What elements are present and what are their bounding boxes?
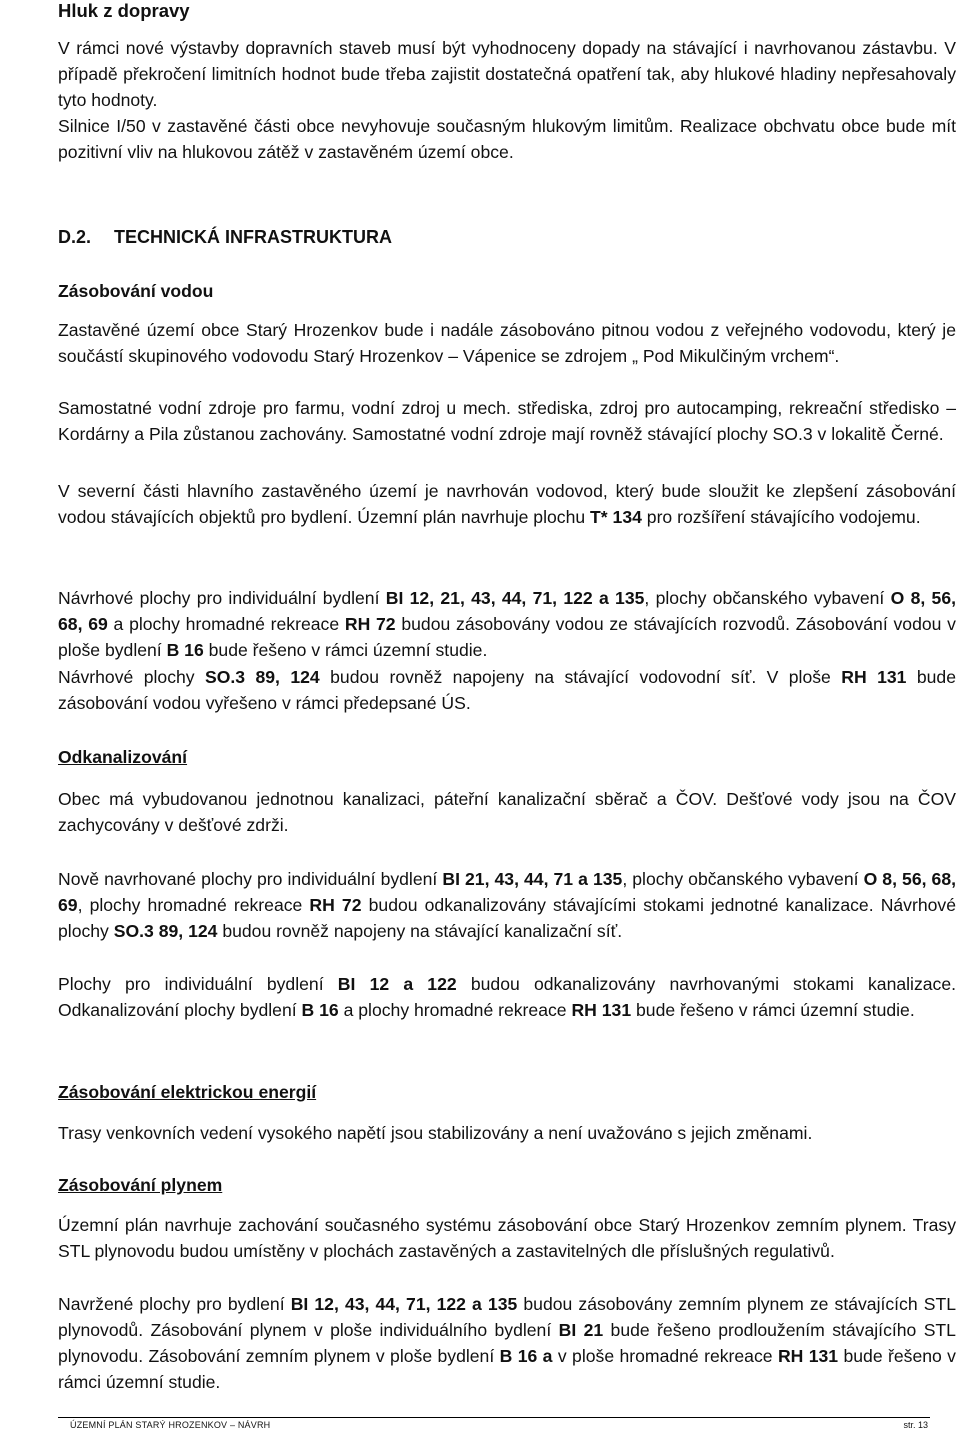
gas-heading: Zásobování plynem xyxy=(58,1175,223,1195)
noise-paragraph-1: V rámci nové výstavby dopravních staveb musí být vyhodnoceny dopady na stávající i navrhovanou zástavbu. V případě překročení limitních hodnot bude třeba zajistit dostatečná opatření tak, aby hlukové hladiny nepřesahovaly tyto hodnoty. xyxy=(58,38,956,110)
electric-heading: Zásobování elektrickou energií xyxy=(58,1082,317,1102)
section-title: TECHNICKÁ INFRASTRUKTURA xyxy=(114,227,392,247)
water-paragraph-3: V severní části hlavního zastavěného území je navrhován vodovod, který bude sloužit ke zlepšení zásobování vodou stávajících objektů pro bydlení. Územní plán navrhuje plochu T* 134 pro rozšíření stávajícího vodojemu. xyxy=(58,481,956,527)
gas-paragraph-1: Územní plán navrhuje zachování současného systému zásobování obce Starý Hrozenkov zemním plynem. Trasy STL plynovodu budou umístěny v plochách zastavěných a zastavitelných dle příslušných regulativů. xyxy=(58,1215,956,1261)
gas-paragraph-2: Navržené plochy pro bydlení BI 12, 43, 44, 71, 122 a 135 budou zásobovány zemním plynem ze stávajících STL plynovodů. Zásobování plynem v ploše individuálního bydlení BI 21 bude řešeno prodloužením stávajícího STL plynovodu. Zásobování zemním plynem v ploše bydlení B 16 a v ploše hromadné rekreace RH 131 bude řešeno v rámci územní studie. xyxy=(58,1294,956,1392)
electric-paragraph-1: Trasy venkovních vedení vysokého napětí jsou stabilizovány a není uvažováno s jejich změnami. xyxy=(58,1123,813,1143)
section-number: D.2. xyxy=(58,227,92,247)
water-paragraph-4: Návrhové plochy pro individuální bydlení BI 12, 21, 43, 44, 71, 122 a 135, plochy občanského vybavení O 8, 56, 68, 69 a plochy hromadné rekreace RH 72 budou zásobovány vodou ze stávajících rozvodů. Zásobování vodou v ploše bydlení B 16 bude řešeno v rámci územní studie. xyxy=(58,588,956,660)
sewer-heading: Odkanalizování xyxy=(58,747,188,767)
water-paragraph-5: Návrhové plochy SO.3 89, 124 budou rovněž napojeny na stávající vodovodní síť. V ploše RH 131 bude zásobování vodou vyřešeno v rámci předepsané ÚS. xyxy=(58,667,956,713)
footer-divider xyxy=(58,1417,930,1418)
sewer-paragraph-1: Obec má vybudovanou jednotnou kanalizaci, páteřní kanalizační sběrač a ČOV. Dešťové vody jsou na ČOV zachycovány v dešťové zdrži. xyxy=(58,789,956,835)
page-number: str. 13 xyxy=(903,1420,928,1430)
water-heading: Zásobování vodou xyxy=(58,281,214,301)
section-heading xyxy=(58,224,392,250)
water-paragraph-1: Zastavěné území obce Starý Hrozenkov bude i nadále zásobováno pitnou vodou z veřejného vodovodu, který je součástí skupinového vodovodu Starý Hrozenkov – Vápenice se zdrojem „ Pod Mikulčiným vrchem“. xyxy=(58,320,956,366)
noise-paragraph-2: Silnice I/50 v zastavěné části obce nevyhovuje současným hlukovým limitům. Realizace obchvatu obce bude mít pozitivní vliv na hlukovou zátěž v zastavěném území obce. xyxy=(58,116,956,162)
sewer-paragraph-3: Plochy pro individuální bydlení BI 12 a 122 budou odkanalizovány navrhovanými stokami kanalizace. Odkanalizování plochy bydlení B 16 a plochy hromadné rekreace RH 131 bude řešeno v rámci územní studie. xyxy=(58,974,957,1020)
water-paragraph-2: Samostatné vodní zdroje pro farmu, vodní zdroj u mech. střediska, zdroj pro autocamping, rekreační středisko – Kordárny a Pila zůstanou zachovány. Samostatné vodní zdroje mají rovněž stávající plochy SO.3 v lokalitě Černé. xyxy=(58,398,956,444)
noise-heading: Hluk z dopravy xyxy=(58,0,190,21)
footer-title: ÚZEMNÍ PLÁN STARÝ HROZENKOV – NÁVRH xyxy=(70,1420,271,1430)
sewer-paragraph-2: Nově navrhované plochy pro individuální bydlení BI 21, 43, 44, 71 a 135, plochy občanského vybavení O 8, 56, 68, 69, plochy hromadné rekreace RH 72 budou odkanalizovány stávajícími stokami jednotné kanalizace. Návrhové plochy SO.3 89, 124 budou rovněž napojeny na stávající kanalizační síť. xyxy=(58,869,956,941)
